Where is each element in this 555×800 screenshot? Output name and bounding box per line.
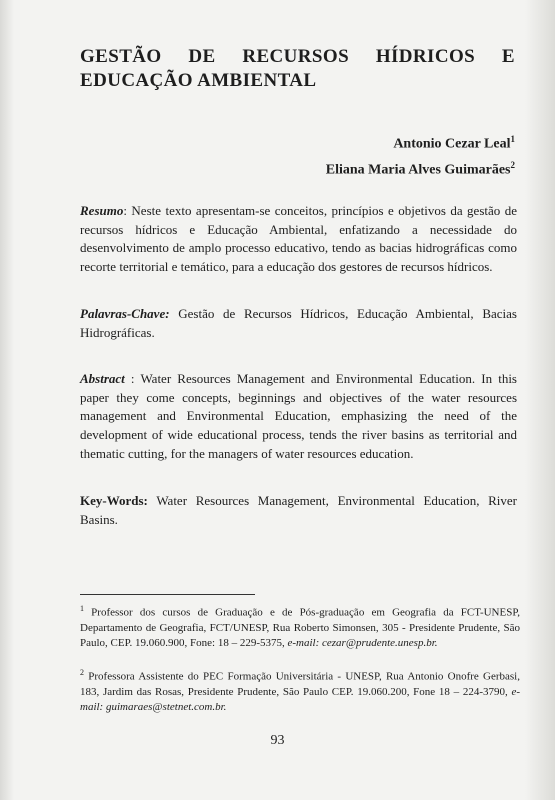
footnote-text: Professora Assistente do PEC Formação Universitária - UNESP, Rua Antonio Onofre Gerbasi, 183, Jardim das Rosas, Presidente Prudente, São Paulo CEP. 19.060.200, Fone 18 – 224-3790, bbox=[80, 670, 520, 698]
author-block bbox=[326, 129, 515, 180]
abstract-label: Abstract bbox=[80, 371, 125, 386]
abstract-text: : Water Resources Management and Environmental Education. In this paper they come concepts, beginnings and objectives of the water resources management and Environmental Education, emphasizing the need of the development of wide educational process, tends the river basins as territorial and thematic cutting, for the managers of water resources education. bbox=[80, 371, 517, 461]
resumo-paragraph bbox=[80, 202, 517, 277]
author-footnote-mark: 1 bbox=[510, 134, 515, 144]
title-line-1 bbox=[80, 45, 515, 69]
author-footnote-mark: 2 bbox=[510, 159, 515, 170]
page-edge-shadow-left bbox=[0, 0, 14, 800]
footnote-divider bbox=[80, 594, 255, 595]
palavras-chave-paragraph bbox=[80, 305, 517, 342]
author-1 bbox=[326, 129, 515, 155]
footnote-mark: 2 bbox=[80, 668, 84, 677]
title-word: GESTÃO bbox=[80, 46, 162, 67]
palavras-chave-text: Gestão de Recursos Hídricos, Educação Ambiental, Bacias Hidrográficas. bbox=[80, 306, 517, 340]
footnote-text: Professor dos cursos de Graduação e de Pós-graduação em Geografia da FCT-UNESP, Departamento de Geografia, FCT/UNESP, Rua Roberto Simonsen, 305 - Presidente Prudente, São Paulo, CEP. 19.060.900, Fone: 18 – 229-5375, bbox=[80, 606, 520, 649]
article-title bbox=[80, 45, 515, 93]
footnote-mark: 1 bbox=[80, 604, 84, 613]
key-words-paragraph bbox=[80, 492, 517, 529]
author-2 bbox=[326, 155, 515, 181]
footnote-email-label: e-mail: bbox=[80, 685, 520, 713]
key-words-text: Water Resources Management, Environmental Education, River Basins. bbox=[80, 493, 517, 527]
footnote-email: cezar@prudente.unesp.br. bbox=[319, 636, 438, 649]
page-number: 93 bbox=[270, 733, 285, 748]
key-words-label: Key-Words: bbox=[80, 493, 148, 508]
footnote-2 bbox=[80, 665, 520, 715]
title-word: RECURSOS bbox=[242, 46, 350, 67]
palavras-chave-label: Palavras-Chave: bbox=[80, 306, 170, 321]
author-name: Antonio Cezar Leal bbox=[393, 136, 511, 152]
abstract-paragraph bbox=[80, 370, 517, 464]
footnote-email-label: e-mail: bbox=[287, 636, 320, 649]
author-name: Eliana Maria Alves Guimarães bbox=[325, 162, 511, 178]
footnote-email: guimaraes@stetnet.com.br. bbox=[103, 700, 227, 713]
resumo-label: Resumo bbox=[80, 203, 124, 218]
page-edge-shadow-right bbox=[525, 0, 555, 800]
title-word: E bbox=[501, 46, 515, 67]
resumo-text: : Neste texto apresentam-se conceitos, princípios e objetivos da gestão de recursos hídricos e Educação Ambiental, enfatizando a necessidade do desenvolvimento de amplo processo educativo, tendo as bacias hidrográficas como recorte territorial e temático, para a educação dos gestores de recursos hídricos. bbox=[80, 203, 517, 275]
title-line-2: EDUCAÇÃO AMBIENTAL bbox=[80, 70, 317, 91]
footnote-1 bbox=[80, 601, 520, 651]
title-word: DE bbox=[188, 46, 216, 67]
title-word: HÍDRICOS bbox=[375, 46, 476, 67]
